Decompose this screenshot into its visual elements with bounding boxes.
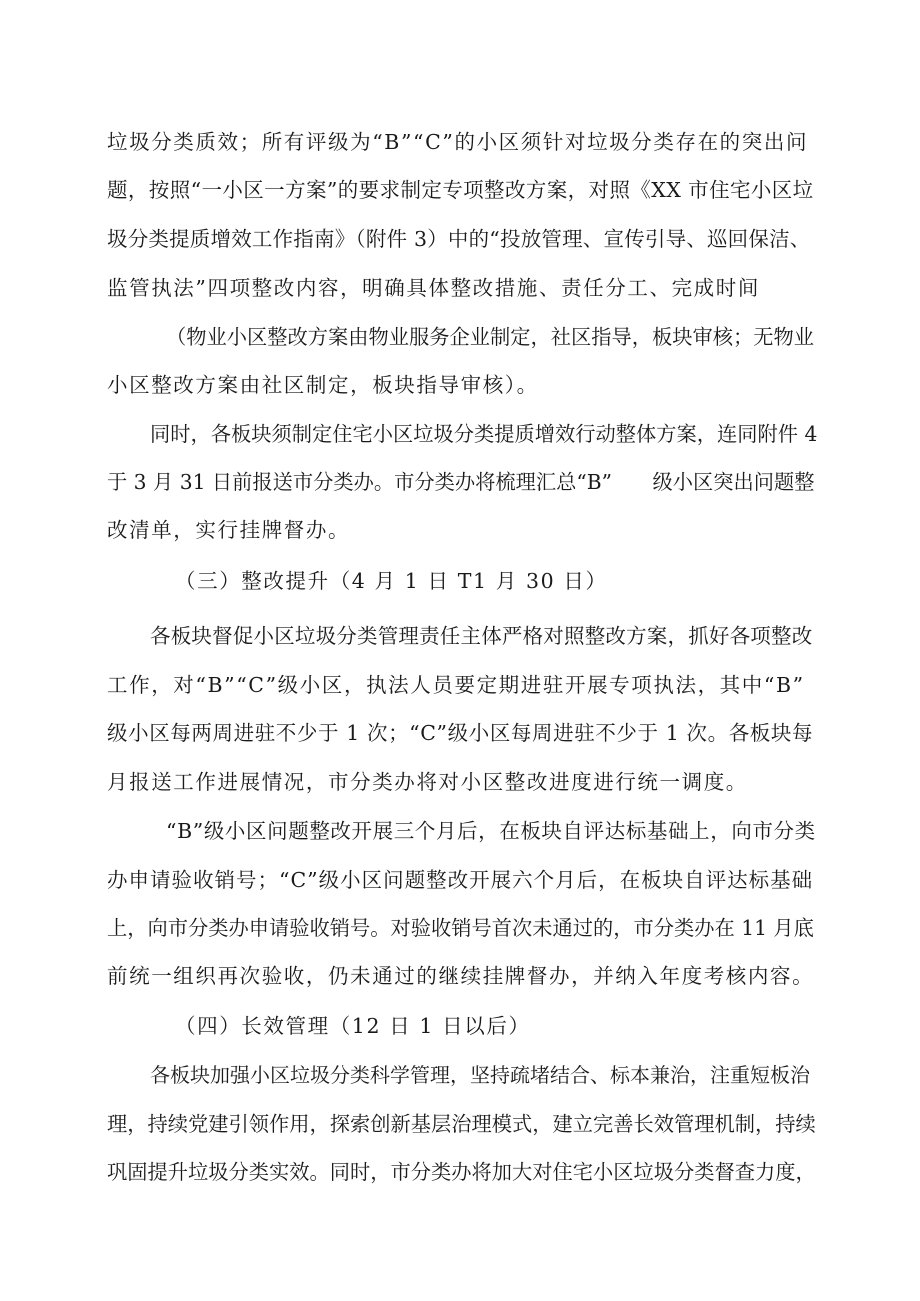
paragraph-line: 同时，各板块须制定住宅小区垃圾分类提质增效行动整体方案，连同附件 4 bbox=[150, 422, 818, 446]
paragraph-line: 监管执法”四项整改内容，明确具体整改措施、责任分工、完成时间 bbox=[107, 276, 760, 300]
paragraph-line: 各板块督促小区垃圾分类管理责任主体严格对照整改方案，抓好各项整改 bbox=[150, 624, 813, 648]
paragraph-line: 题，按照“一小区一方案”的要求制定专项整改方案，对照《XX 市住宅小区垃 bbox=[107, 178, 814, 202]
paragraph-line: （物业小区整改方案由物业服务企业制定，社区指导，板块审核；无物业 bbox=[166, 325, 815, 349]
paragraph-line: 前统一组织再次验收，仍未通过的继续挂牌督办，并纳入年度考核内容。 bbox=[107, 964, 815, 988]
paragraph-line: 理，持续党建引领作用，探索创新基层治理模式，建立完善长效管理机制，持续 bbox=[107, 1112, 816, 1136]
paragraph-line: 上，向市分类办申请验收销号。对验收销号首次未通过的，市分类办在 11 月底 bbox=[107, 916, 814, 940]
paragraph-line: 改清单，实行挂牌督办。 bbox=[107, 518, 351, 542]
paragraph-line: 月报送工作进展情况，市分类办将对小区整改进度进行统一调度。 bbox=[107, 770, 748, 794]
paragraph-line: 各板块加强小区垃圾分类科学管理，坚持疏堵结合、标本兼治，注重短板治 bbox=[150, 1063, 810, 1087]
section-heading-4: （四）长效管理（12 日 1 日以后） bbox=[175, 1014, 531, 1038]
section-heading-3: （三）整改提升（4 月 1 日 T1 月 30 日） bbox=[175, 569, 608, 593]
paragraph-line: 巩固提升垃圾分类实效。同时，市分类办将加大对住宅小区垃圾分类督查力度， bbox=[107, 1160, 816, 1184]
paragraph-line: 圾分类提质增效工作指南》（附件 3）中的“投放管理、宣传引导、巡回保洁、 bbox=[107, 227, 811, 251]
paragraph-line: 小区整改方案由社区制定，板块指导审核）。 bbox=[107, 373, 539, 397]
paragraph-line: 办申请验收销号；“C”级小区问题整改开展六个月后，在板块自评达标基础 bbox=[107, 868, 814, 892]
paragraph-line: 工作，对“B”“C”级小区，执法人员要定期进驻开展专项执法，其中“B” bbox=[107, 673, 805, 697]
paragraph-line: 于 3 月 31 日前报送市分类办。市分类办将梳理汇总“B” 级小区突出问题整 bbox=[107, 470, 815, 494]
paragraph-line: 级小区每两周进驻不少于 1 次；“C”级小区每周进驻不少于 1 次。各板块每 bbox=[107, 721, 814, 745]
paragraph-line: “B”级小区问题整改开展三个月后，在板块自评达标基础上，向市分类 bbox=[166, 819, 816, 843]
paragraph-line: 垃圾分类质效；所有评级为“B”“C”的小区须针对垃圾分类存在的突出问 bbox=[107, 130, 809, 154]
